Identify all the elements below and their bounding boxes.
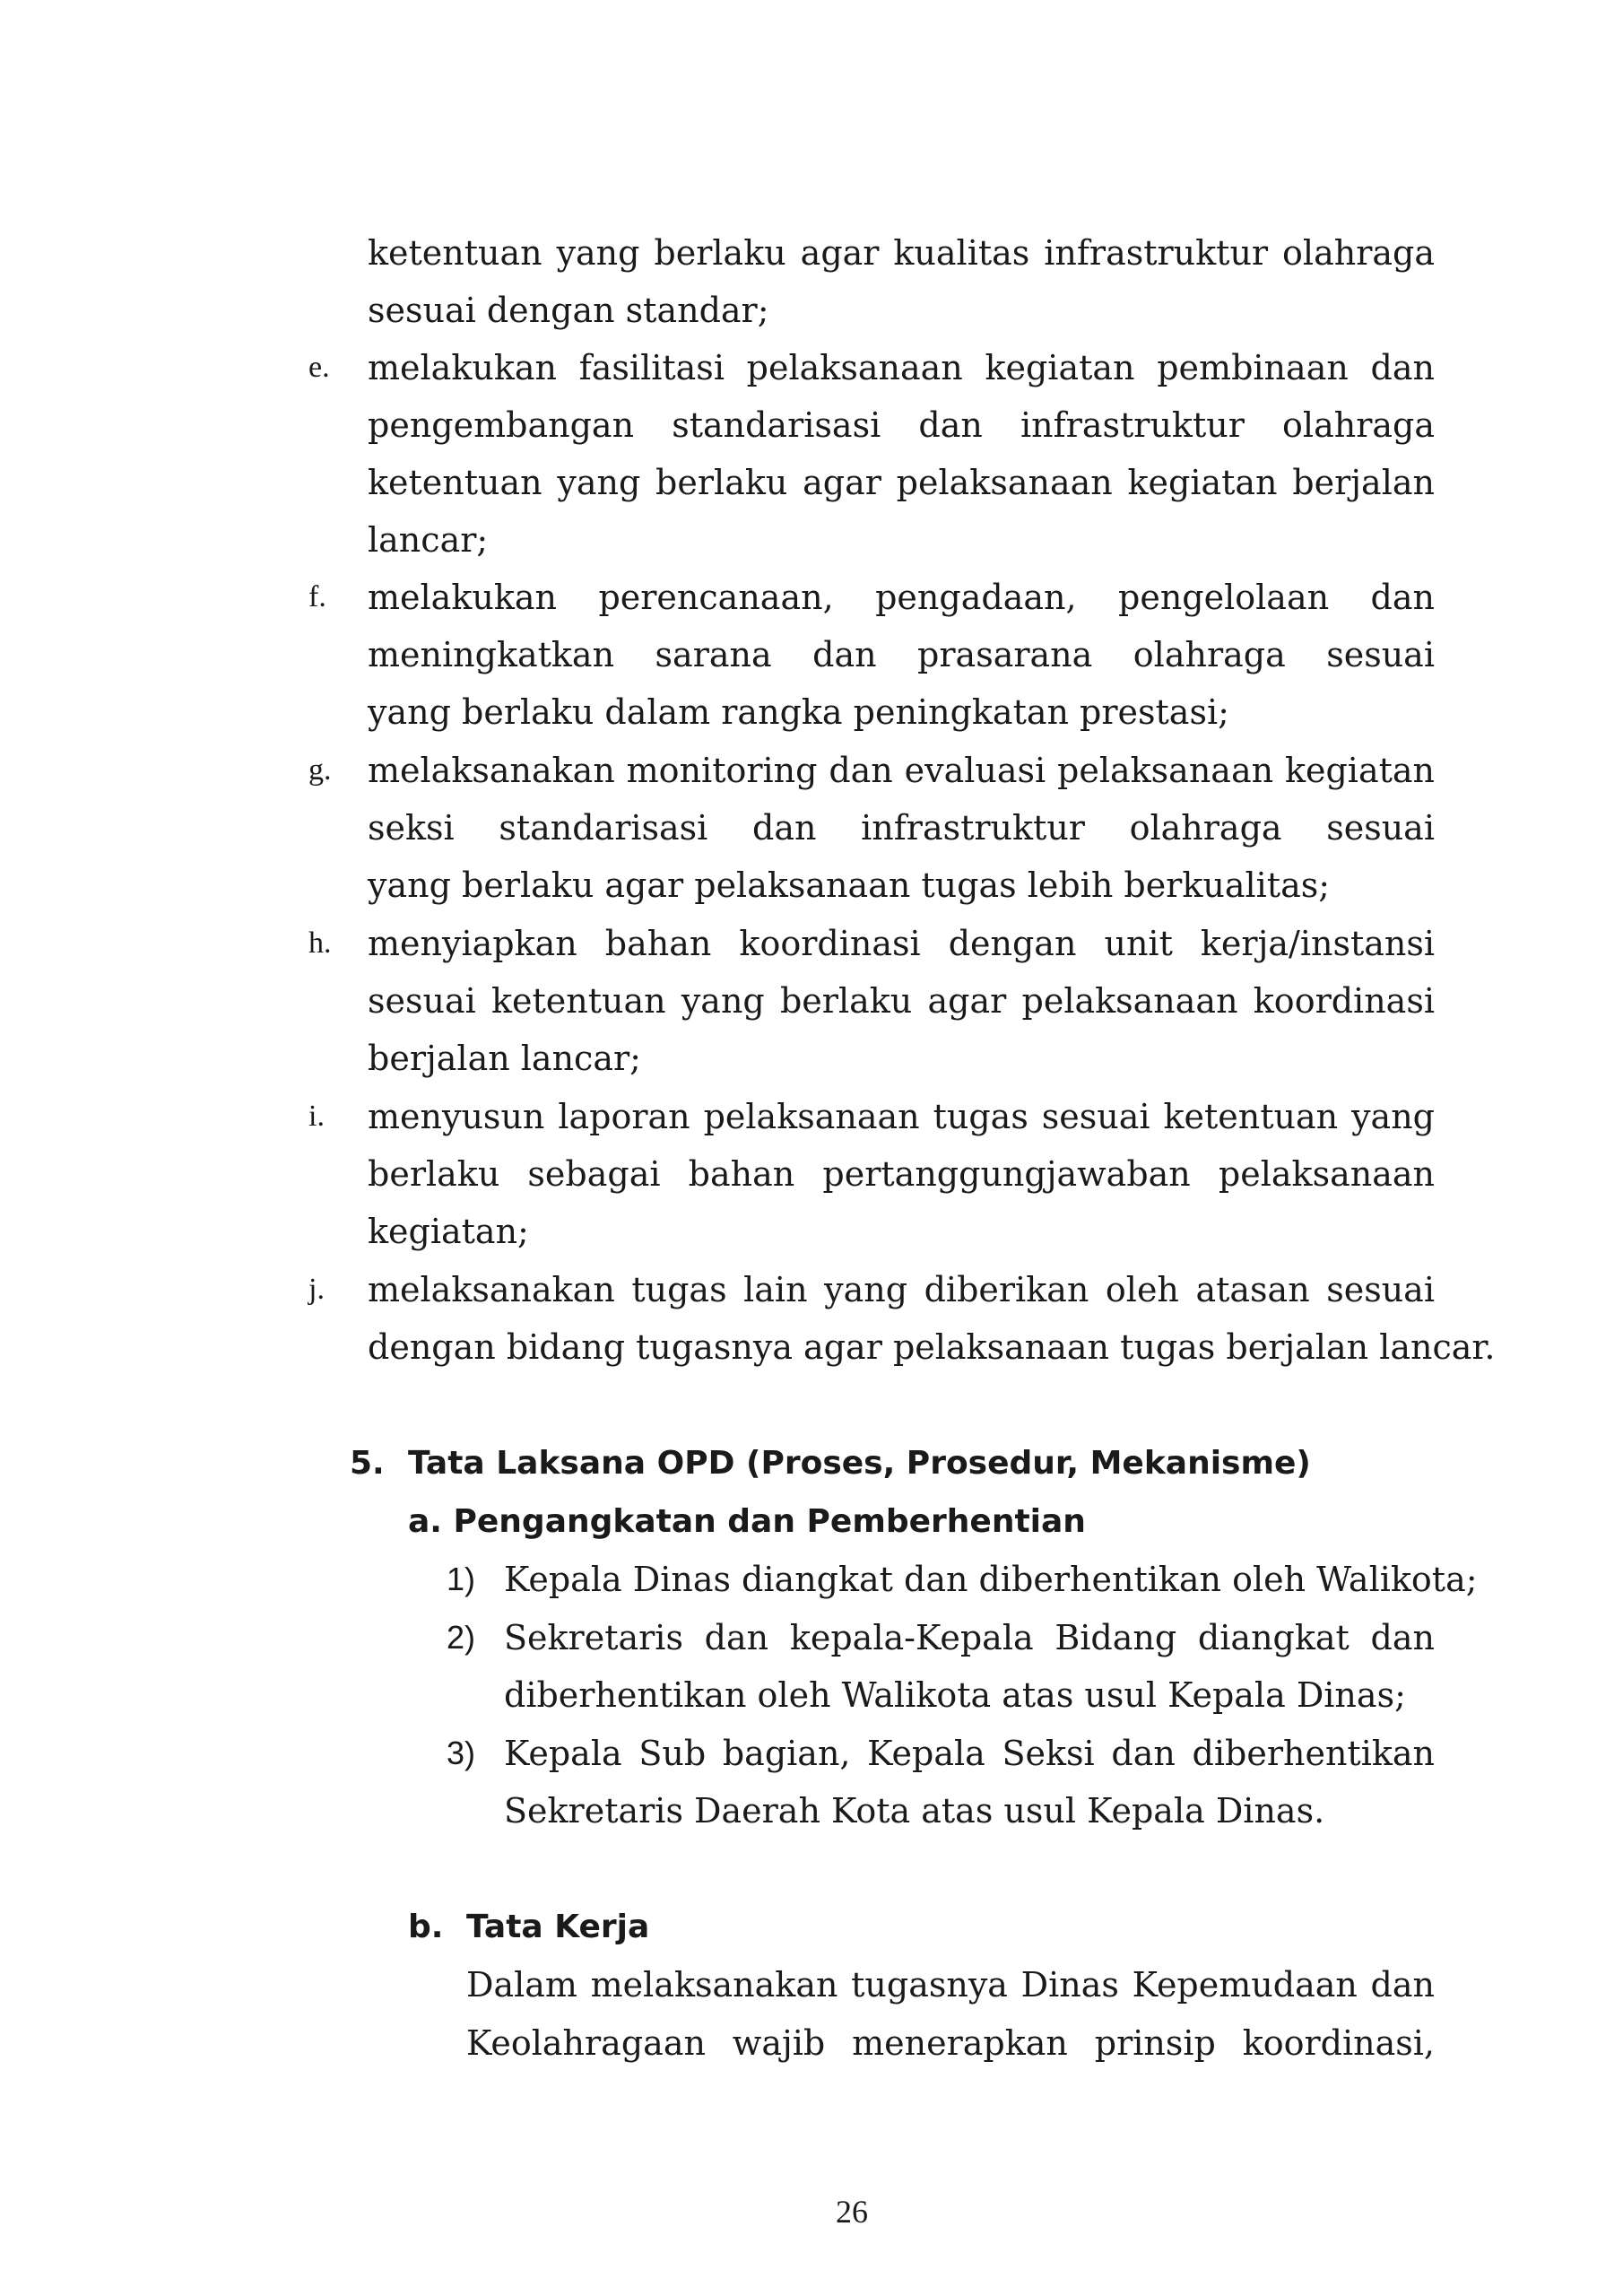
numbered-marker: 3)	[447, 1735, 476, 1771]
list-marker: e.	[308, 351, 330, 384]
numbered-item-line: Sekretaris dan kepala-Kepala Bidang diangkat dan	[504, 1618, 1435, 1657]
list-item-line: lancar;	[368, 520, 489, 560]
list-item-line: pengembangan standarisasi dan infrastruktur olahraga	[368, 405, 1435, 445]
continuation-line: ketentuan yang berlaku agar kualitas infrastruktur olahraga	[368, 233, 1435, 273]
list-marker: i.	[308, 1100, 325, 1133]
list-marker: h.	[308, 926, 332, 960]
list-item-line: menyusun laporan pelaksanaan tugas sesuai ketentuan yang	[368, 1097, 1435, 1136]
list-item-line: melaksanakan monitoring dan evaluasi pelaksanaan kegiatan	[368, 751, 1435, 790]
page-number: 26	[836, 2194, 868, 2230]
list-item-line: berlaku sebagai bahan pertanggungjawaban pelaksanaan	[368, 1154, 1435, 1194]
list-item-line: dengan bidang tugasnya agar pelaksanaan tugas berjalan lancar.	[368, 1327, 1496, 1367]
list-marker: j.	[308, 1273, 325, 1306]
paragraph-line: Dalam melaksanakan tugasnya Dinas Kepemudaan dan	[466, 1965, 1435, 2005]
subsection-heading: a. Pengangkatan dan Pemberhentian	[408, 1503, 1086, 1540]
list-marker: g.	[308, 753, 332, 787]
list-item-line: menyiapkan bahan koordinasi dengan unit kerja/instansi	[368, 924, 1435, 963]
list-item-line: melakukan fasilitasi pelaksanaan kegiatan pembinaan dan	[368, 348, 1435, 387]
list-item-line: yang berlaku agar pelaksanaan tugas lebih berkualitas;	[368, 865, 1331, 905]
subsection-heading: Tata Kerja	[466, 1909, 650, 1945]
list-item-line: sesuai ketentuan yang berlaku agar pelaksanaan koordinasi	[368, 981, 1435, 1021]
list-item-line: seksi standarisasi dan infrastruktur olahraga sesuai	[368, 808, 1435, 848]
subsection-letter: b.	[408, 1909, 444, 1945]
list-item-line: yang berlaku dalam rangka peningkatan prestasi;	[368, 692, 1229, 732]
paragraph-line: Keolahragaan wajib menerapkan prinsip koordinasi,	[466, 2023, 1435, 2063]
numbered-item-line: Kepala Dinas diangkat dan diberhentikan oleh Walikota;	[504, 1560, 1478, 1599]
section-title: Tata Laksana OPD (Proses, Prosedur, Mekanisme)	[408, 1445, 1311, 1482]
numbered-item-line: diberhentikan oleh Walikota atas usul Kepala Dinas;	[504, 1675, 1406, 1715]
list-item-line: melaksanakan tugas lain yang diberikan oleh atasan sesuai	[368, 1270, 1435, 1309]
list-item-line: melakukan perencanaan, pengadaan, pengelolaan dan	[368, 578, 1435, 617]
numbered-marker: 1)	[447, 1561, 476, 1597]
list-item-line: ketentuan yang berlaku agar pelaksanaan kegiatan berjalan	[368, 463, 1435, 502]
numbered-item-line: Sekretaris Daerah Kota atas usul Kepala Dinas.	[504, 1791, 1325, 1831]
continuation-line: sesuai dengan standar;	[368, 291, 769, 330]
list-marker: f.	[308, 580, 326, 613]
numbered-item-line: Kepala Sub bagian, Kepala Seksi dan diberhentikan	[504, 1734, 1435, 1773]
list-item-line: meningkatkan sarana dan prasarana olahraga sesuai	[368, 635, 1435, 674]
list-item-line: berjalan lancar;	[368, 1039, 641, 1078]
numbered-marker: 2)	[447, 1619, 476, 1656]
section-number: 5.	[350, 1445, 385, 1482]
list-item-line: kegiatan;	[368, 1212, 529, 1251]
